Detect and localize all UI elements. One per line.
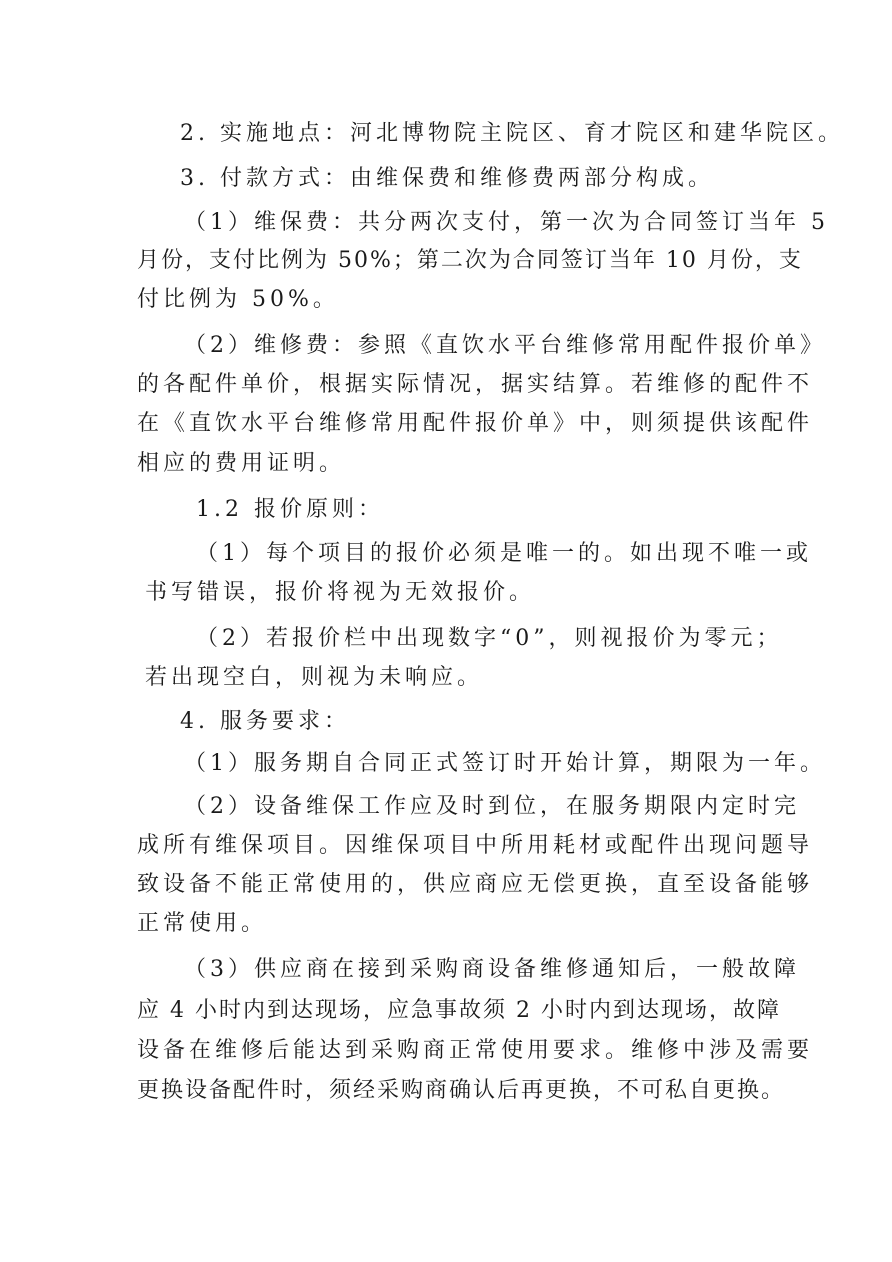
text-line: 致设备不能正常使用的，供应商应无偿更换，直至设备能够 [137,872,814,897]
text-line: 3. 付款方式：由维保费和维修费两部分构成。 [180,166,714,191]
section-heading: 1.2 报价原则： [196,497,384,522]
text-line: （2）设备维保工作应及时到位，在服务期限内定时完 [184,794,800,819]
text-line: 2. 实施地点：河北博物院主院区、育才院区和建华院区。 [180,121,844,146]
text-line: 应 4 小时内到达现场，应急事故须 2 小时内到达现场，故障 [137,998,781,1023]
text-line: 月份，支付比例为 50%；第二次为合同签订当年 10 月份，支 [137,248,803,273]
text-line: 设备在维修后能达到采购商正常使用要求。维修中涉及需要 [137,1038,814,1063]
text-line: 若出现空白，则视为未响应。 [145,665,484,690]
text-line: 更换设备配件时，须经采购商确认后再更换，不可私自更换。 [137,1078,786,1103]
text-line: （1）维保费：共分两次支付，第一次为合同签订当年 5 [184,210,829,235]
section-heading: 4. 服务要求： [180,709,350,734]
text-line: 的各配件单价，根据实际情况，据实结算。若维修的配件不 [137,372,814,397]
text-line: （2）维修费：参照《直饮水平台维修常用配件报价单》 [184,333,826,358]
text-line: 正常使用。 [137,911,268,936]
text-line: 在《直饮水平台维修常用配件报价单》中，则须提供该配件 [137,411,814,436]
text-line: 书写错误，报价将视为无效报价。 [145,580,536,605]
text-line: （3）供应商在接到采购商设备维修通知后，一般故障 [184,957,800,982]
text-line: 付比例为 50%。 [137,287,339,312]
text-line: （1）每个项目的报价必须是唯一的。如出现不唯一或 [196,541,812,566]
text-line: 相应的费用证明。 [137,451,346,476]
text-line: （2）若报价栏中出现数字“0”，则视报价为零元； [196,626,783,651]
text-line: （1）服务期自合同正式签订时开始计算，期限为一年。 [184,751,826,776]
text-line: 成所有维保项目。因维保项目中所用耗材或配件出现问题导 [137,833,814,858]
